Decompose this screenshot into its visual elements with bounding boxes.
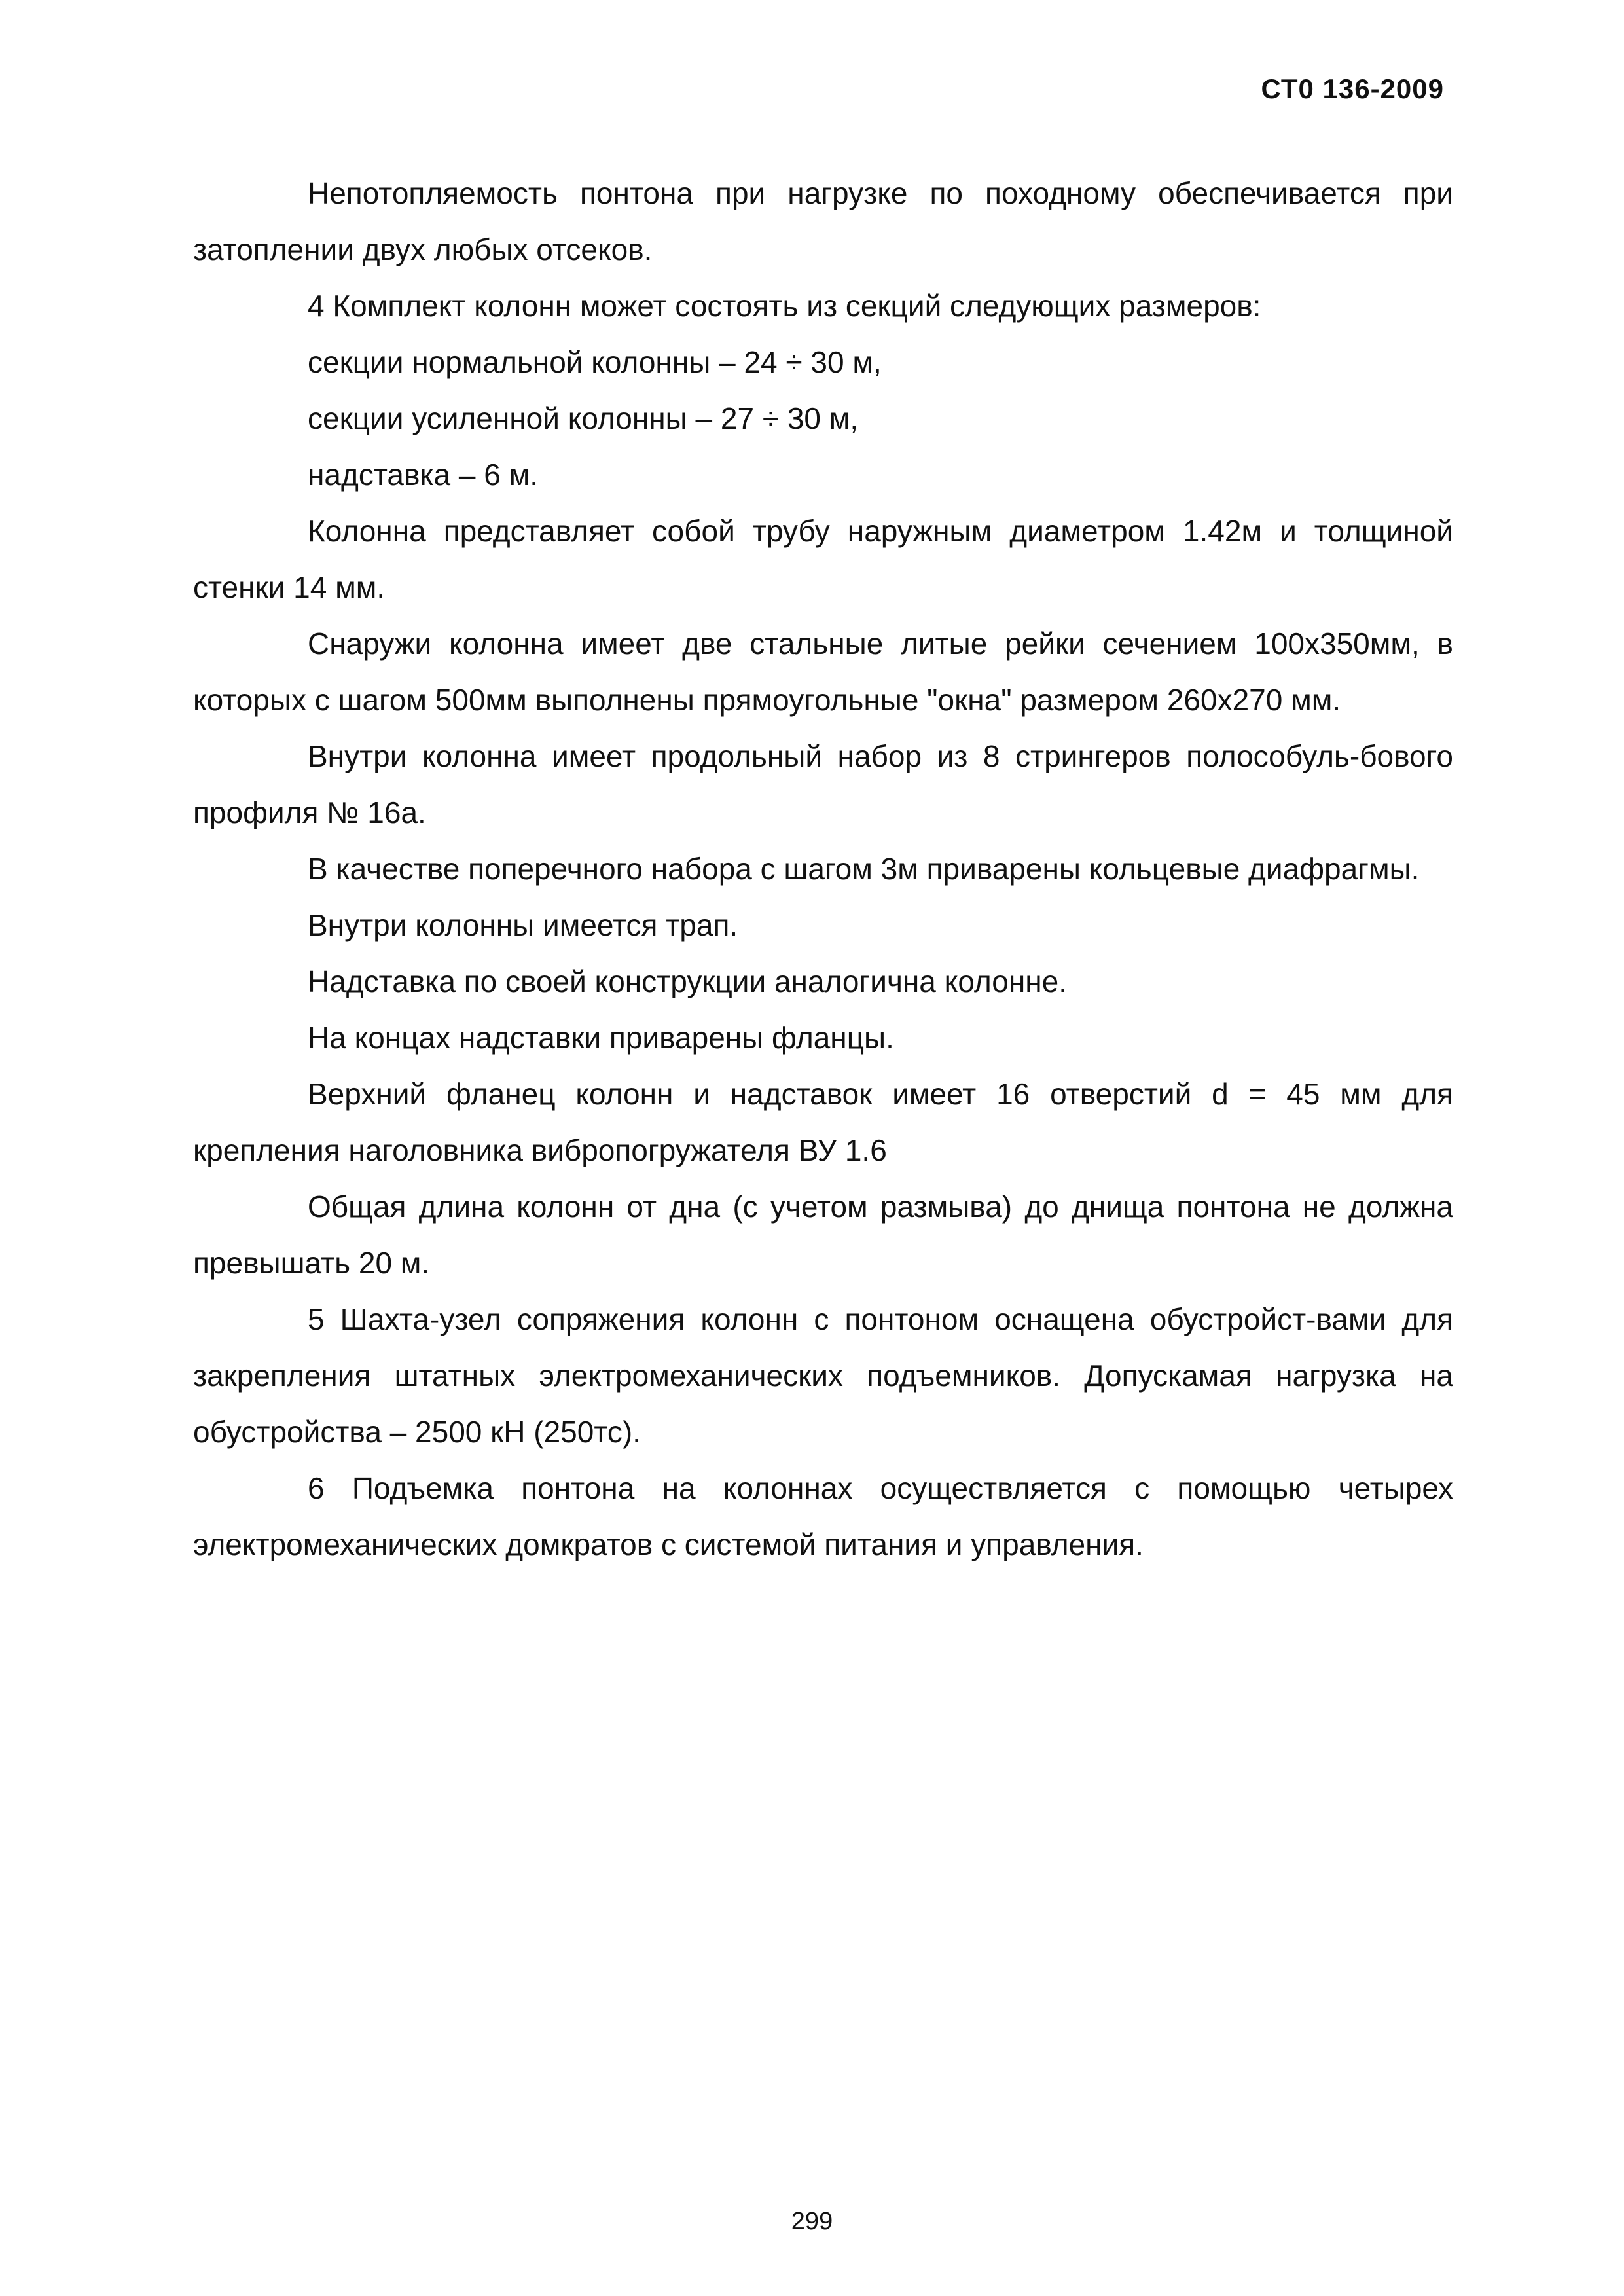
paragraph-diaphragms: В качестве поперечного набора с шагом 3м приварены кольцевые диафрагмы. (308, 852, 1420, 886)
paragraph-stringers: Внутри колонна имеет продольный набор из 8 стрингеров полособуль-бового профиля № 16а. (193, 739, 1453, 829)
page-number: 299 (791, 2208, 833, 2235)
paragraph-extension-design: Надставка по своей конструкции аналогична колонне. (308, 964, 1067, 998)
paragraph-column-set: 4 Комплект колонн может состоять из секций следующих размеров: (308, 289, 1261, 323)
list-item-normal-column: секции нормальной колонны – 24 ÷ 30 м, (308, 345, 882, 379)
document-body (193, 165, 1453, 1573)
list-item-reinforced-column: секции усиленной колонны – 27 ÷ 30 м, (308, 401, 859, 435)
paragraph-unsinkability: Непотопляемость понтона при нагрузке по походному обеспечивается при затоплении двух любых отсеков. (193, 176, 1453, 266)
paragraph-shaft-node: 5 Шахта-узел сопряжения колонн с понтоном оснащена обустройст-вами для закрепления штатных электромеханических подъемников. Допускамая нагрузка на обустройства – 2500 кН (250тс). (193, 1302, 1453, 1449)
paragraph-column-pipe: Колонна представляет собой трубу наружным диаметром 1.42м и толщиной стенки 14 мм. (193, 514, 1453, 604)
document-code-header: СТ0 136-2009 (1261, 73, 1444, 104)
paragraph-lifting: 6 Подъемка понтона на колоннах осуществляется с помощью четырех электромеханических домкратов с системой питания и управления. (193, 1471, 1453, 1561)
paragraph-upper-flange: Верхний фланец колонн и надставок имеет 16 отверстий d = 45 мм для крепления наголовника вибропогружателя ВУ 1.6 (193, 1077, 1453, 1167)
paragraph-outer-racks: Снаружи колонна имеет две стальные литые рейки сечением 100х350мм, в которых с шагом 500мм выполнены прямоугольные "окна" размером 260х270 мм. (193, 627, 1453, 717)
paragraph-total-length: Общая длина колонн от дна (с учетом размыва) до днища понтона не должна превышать 20 м. (193, 1190, 1453, 1280)
list-item-extension: надставка – 6 м. (308, 458, 539, 492)
paragraph-ladder: Внутри колонны имеется трап. (308, 908, 738, 942)
paragraph-flanges: На концах надставки приварены фланцы. (308, 1021, 894, 1055)
